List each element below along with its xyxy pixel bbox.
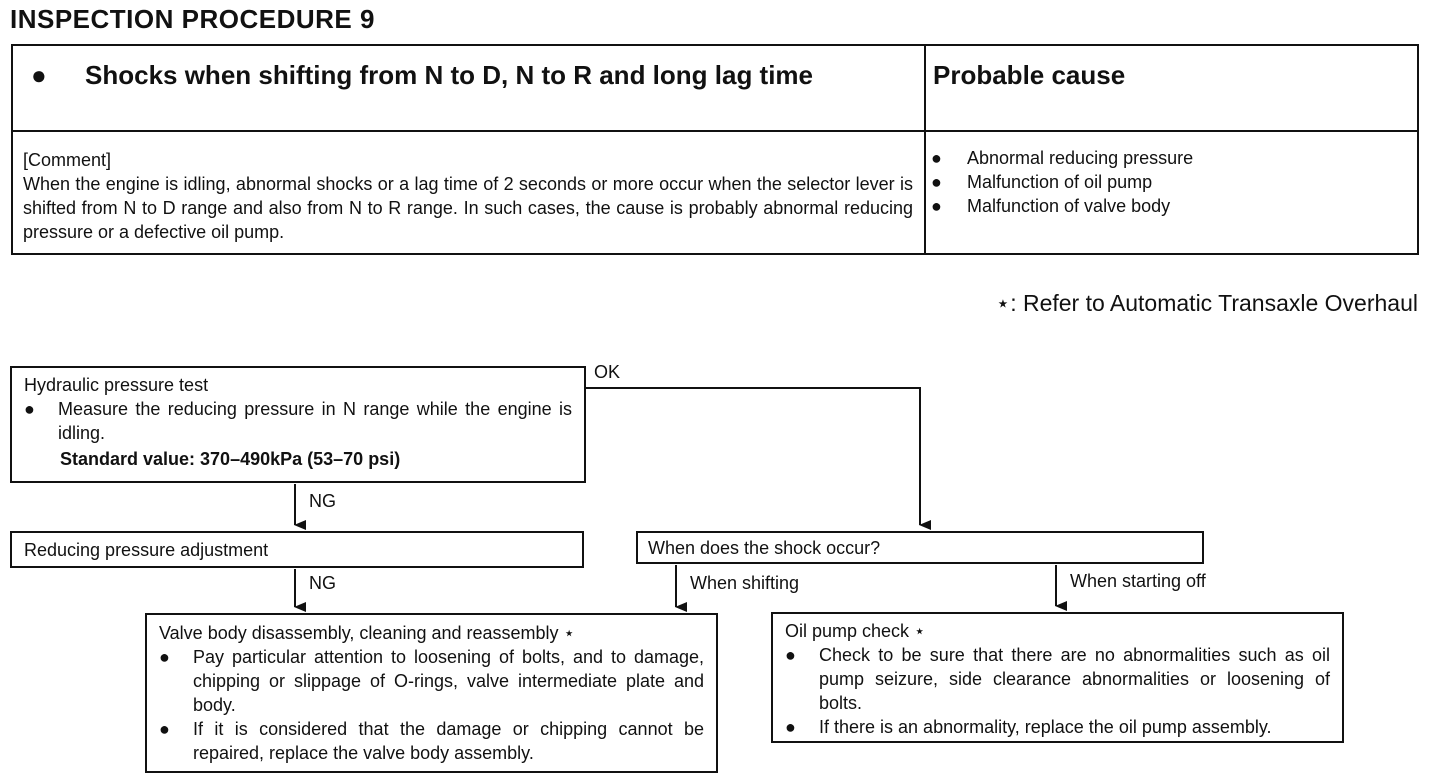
- bullet-icon: ●: [159, 719, 170, 739]
- list-item: ● Check to be sure that there are no abnormalities such as oil pump seizure, side clearance abnormalities or loosening of bolts.: [785, 645, 1330, 713]
- page-title: INSPECTION PROCEDURE 9: [10, 4, 375, 34]
- when-shifting-label: When shifting: [690, 573, 800, 593]
- when-shock-box: When does the shock occur?: [636, 531, 1204, 564]
- ok-connector: [586, 388, 920, 525]
- bullet-icon: ●: [159, 647, 170, 667]
- bullet-icon: ●: [931, 148, 942, 168]
- list-item: ● Measure the reducing pressure in N range while the engine is idling.: [24, 399, 572, 443]
- oil-pump-box: [771, 612, 1344, 743]
- box-title: Valve body disassembly, cleaning and reassembly ⋆: [159, 623, 575, 643]
- reducing-adjustment-box: Reducing pressure adjustment: [10, 531, 584, 568]
- box-title: Oil pump check ⋆: [785, 621, 926, 641]
- overhaul-note: ⋆: Refer to Automatic Transaxle Overhaul: [995, 290, 1418, 316]
- ng-label: NG: [309, 491, 336, 511]
- ng-label: NG: [309, 573, 336, 593]
- comment-label: [Comment]: [23, 150, 112, 170]
- list-item: ● If there is an abnormality, replace the oil pump assembly.: [785, 717, 1272, 737]
- bullet-icon: ●: [31, 60, 47, 90]
- bullet-icon: ●: [931, 172, 942, 192]
- list-item: ● Pay particular attention to loosening of bolts, and to damage, chipping or slippage of O-rings, valve intermediate plate and body.: [159, 647, 704, 715]
- standard-value: Standard value: 370–490kPa (53–70 psi): [60, 449, 401, 469]
- bullet-icon: ●: [785, 645, 796, 665]
- bullet-icon: ●: [24, 399, 35, 419]
- comment-text: When the engine is idling, abnormal shocks or a lag time of 2 seconds or more occur when the selector lever is shifted from N to D range and also from N to R range. In such cases, the cause is probably abnormal reducing pressure or a defective oil pump.: [23, 174, 913, 242]
- list-item: ● Malfunction of oil pump: [931, 172, 1153, 192]
- when-starting-label: When starting off: [1070, 571, 1206, 591]
- list-item: ● Malfunction of valve body: [931, 196, 1171, 216]
- box-title: Hydraulic pressure test: [24, 375, 209, 395]
- bullet-icon: ●: [785, 717, 796, 737]
- bullet-icon: ●: [931, 196, 942, 216]
- list-item: ● If it is considered that the damage or chipping cannot be repaired, replace the valve body assembly.: [159, 719, 704, 763]
- symptom-text: Shocks when shifting from N to D, N to R and long lag time: [85, 60, 814, 90]
- hydraulic-test-box: [10, 366, 586, 483]
- probable-cause-title: Probable cause: [933, 60, 1126, 90]
- valve-body-box: [145, 613, 718, 773]
- ok-label: OK: [594, 362, 621, 382]
- list-item: ● Abnormal reducing pressure: [931, 148, 1194, 168]
